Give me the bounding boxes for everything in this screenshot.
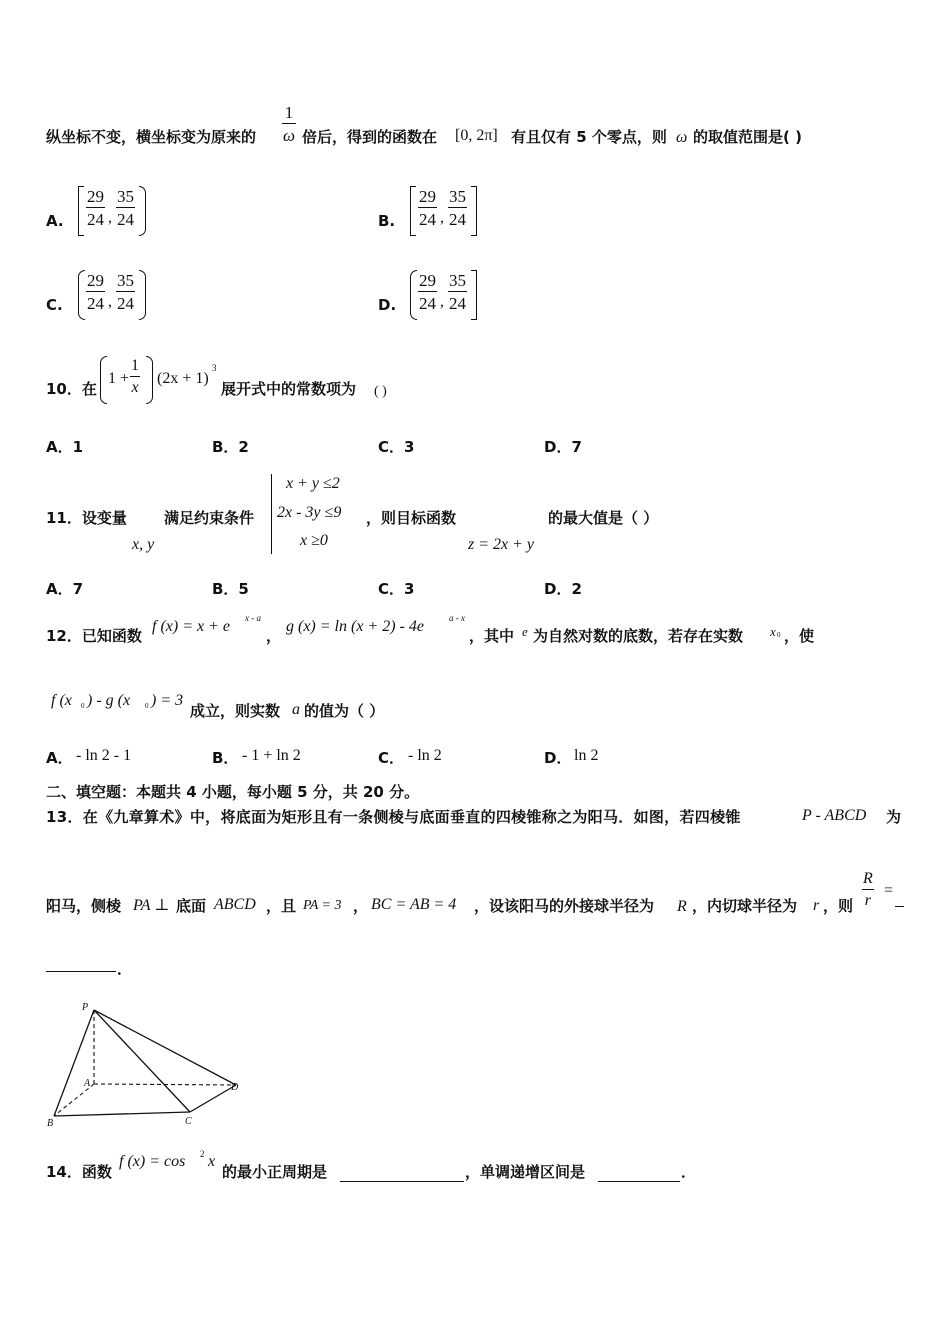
q13-text: ，设该阳马的外接球半径为 [474, 897, 655, 915]
q12-option-a-label: A． [46, 749, 73, 767]
comma: , [440, 209, 444, 226]
q12-option-b-value: - 1 + ln 2 [242, 747, 301, 764]
q12-equation-f: f (x [51, 692, 72, 709]
q9-option-c-label: C. [46, 296, 63, 314]
q10-option-d: D．7 [544, 438, 582, 456]
frac-den: 24 [448, 207, 467, 228]
q14-func: f (x) = cos [119, 1153, 186, 1170]
q13-pa-perp: PA ⊥ [133, 897, 170, 914]
frac-num: 29 [419, 187, 436, 206]
q13-end: ． [117, 960, 133, 978]
q14-text: ，单调递增区间是 [465, 1163, 586, 1181]
q14-text: 的最小正周期是 [222, 1163, 328, 1181]
frac-den: 24 [86, 291, 105, 312]
q12-option-c-label: C． [378, 749, 405, 767]
q13-answer-blank-cont[interactable] [46, 971, 116, 972]
frac-den: r [862, 889, 874, 909]
q9-option-c-frac2 [116, 272, 135, 312]
section-heading: 二、填空题：本题共 4 小题，每小题 5 分，共 20 分。 [46, 783, 420, 801]
q9-option-a-label: A. [46, 212, 64, 230]
q13-answer-blank[interactable] [895, 906, 904, 907]
q11-objective: z = 2x + y [468, 536, 535, 553]
q13-text: 底面 [176, 897, 207, 915]
q10-fraction [130, 358, 140, 396]
paren-right [139, 186, 146, 236]
q11-option-d: D．2 [544, 580, 582, 598]
edge-ad [94, 1084, 236, 1085]
q13-fraction [862, 871, 874, 909]
q11-option-c: C．3 [378, 580, 415, 598]
frac-den: 24 [116, 291, 135, 312]
q11-text: 满足约束条件 [164, 509, 255, 527]
q9-frac-num: 1 [284, 103, 294, 122]
q14-period-blank[interactable] [340, 1181, 464, 1182]
q11-number: 11．设变量 [46, 509, 127, 527]
q9-text: 倍后，得到的函数在 [302, 128, 438, 146]
q13-equals: = [884, 882, 894, 899]
q11-text: ，则目标函数 [366, 509, 457, 527]
paren-right [139, 270, 146, 320]
comma: , [440, 293, 444, 310]
q9-option-b-label: B. [378, 212, 396, 230]
edge-bc [54, 1112, 190, 1116]
q12-g-def: g (x) = ln (x + 2) - 4e [286, 618, 424, 635]
frac-num: 35 [117, 271, 134, 290]
vertex-label-b: B [47, 1118, 54, 1128]
q12-comma: ， [266, 627, 282, 645]
frac-num: 35 [117, 187, 134, 206]
pyramid-figure [44, 998, 254, 1128]
q9-option-b-frac2 [448, 188, 467, 228]
comma: , [108, 209, 112, 226]
q12-x0: x [770, 624, 776, 639]
q13-text: ，且 [266, 897, 297, 915]
q12-option-b-label: B． [212, 749, 239, 767]
paren-left [100, 356, 107, 404]
q13-pa-value: PA = 3 [303, 898, 342, 913]
q10-exponent: 3 [212, 363, 217, 373]
q12-a: a [292, 701, 300, 718]
q10-text: 展开式中的常数项为 [221, 380, 357, 398]
q13-text: 阳马，侧棱 [46, 897, 122, 915]
frac-num: 29 [87, 271, 104, 290]
comma: , [108, 293, 112, 310]
q12-number: 12．已知函数 [46, 627, 142, 645]
q9-option-d-frac1 [418, 272, 437, 312]
q9-text: 纵坐标不变，横坐标变为原来的 [46, 128, 257, 146]
q13-text: ，则 [823, 897, 854, 915]
paren-left [410, 270, 417, 320]
q13-line1-end: 为 [886, 808, 902, 826]
q13-text: ， [353, 897, 369, 915]
q10-option-c: C．3 [378, 438, 415, 456]
q10-factor: (2x + 1) [157, 370, 209, 387]
q12-text: ，使 [784, 627, 815, 645]
q9-option-d-label: D. [378, 296, 397, 314]
q10-option-b: B．2 [212, 438, 249, 456]
frac-num: R [863, 870, 873, 887]
subscript-zero: 0 [81, 702, 85, 710]
q12-option-d-label: D． [544, 749, 572, 767]
q12-f-def: f (x) = x + e [152, 618, 230, 635]
q10-number: 10．在 [46, 380, 97, 398]
q12-option-d-value: ln 2 [574, 747, 599, 764]
q12-e: e [522, 624, 528, 639]
q12-text: 的值为（ ） [304, 702, 385, 720]
q11-constraint-1: x + y ≤2 [286, 475, 340, 492]
edge-pc [94, 1010, 190, 1112]
frac-den: 24 [418, 207, 437, 228]
q14-exponent: 2 [200, 1149, 205, 1159]
frac-den: 24 [86, 207, 105, 228]
q12-f-exp: x - a [245, 613, 261, 623]
edge-pd [94, 1010, 236, 1085]
q11-constraint-3: x ≥0 [300, 532, 328, 549]
q12-text: ，其中 [469, 627, 515, 645]
frac-num: 29 [87, 187, 104, 206]
q13-text: ，内切球半径为 [692, 897, 798, 915]
frac-num: 1 [131, 357, 139, 374]
q13-r: r [813, 897, 820, 914]
constraint-brace [271, 474, 272, 554]
frac-den: 24 [116, 207, 135, 228]
vertex-label-a: A [84, 1078, 91, 1089]
q13-abcd: ABCD [214, 896, 256, 913]
frac-den: x [130, 376, 140, 396]
frac-num: 29 [419, 271, 436, 290]
q12-equation-end: ) = 3 [151, 692, 184, 709]
bracket-left [410, 186, 416, 236]
q14-number: 14．函数 [46, 1163, 112, 1181]
subscript-zero: 0 [145, 702, 149, 710]
q10-option-a: A．1 [46, 438, 84, 456]
edge-cd [190, 1085, 236, 1112]
q12-text: 成立，则实数 [190, 702, 281, 720]
q13-line1: 13．在《九章算术》中，将底面为矩形且有一条侧棱与底面垂直的四棱锥称之为阳马．如图，若四棱锥 [46, 808, 741, 826]
frac-den: 24 [448, 291, 467, 312]
vertex-label-p: P [82, 1002, 89, 1013]
q11-option-b: B．5 [212, 580, 249, 598]
q13-bc-ab: BC = AB = 4 [371, 896, 457, 913]
frac-num: 35 [449, 187, 466, 206]
frac-den: 24 [418, 291, 437, 312]
q12-equation-mid: ) - g (x [87, 692, 131, 709]
q11-option-a: A．7 [46, 580, 84, 598]
q9-frac-den: ω [282, 123, 296, 144]
q13-pyramid: P - ABCD [802, 807, 867, 824]
edge-pb [54, 1010, 94, 1116]
paren-left [78, 270, 85, 320]
frac-num: 35 [449, 271, 466, 290]
bracket-right [471, 186, 477, 236]
q12-text: 为自然对数的底数，若存在实数 [533, 627, 744, 645]
vertex-label-d: D [231, 1082, 239, 1093]
q14-var: x [208, 1153, 216, 1170]
paren-right [146, 356, 153, 404]
q12-option-c-value: - ln 2 [408, 747, 442, 764]
bracket-left [78, 186, 84, 236]
q9-text: 的取值范围是( ) [693, 128, 802, 146]
q9-fraction [282, 104, 296, 144]
q11-text: 的最大值是（ ） [548, 509, 659, 527]
q9-option-a-frac1 [86, 188, 105, 228]
q12-g-exp: a - x [449, 613, 465, 623]
q9-option-c-frac1 [86, 272, 105, 312]
bracket-right [471, 270, 477, 320]
q11-constraint-2: 2x - 3y ≤9 [277, 504, 342, 521]
q14-interval-blank[interactable] [598, 1181, 680, 1182]
q9-option-b-frac1 [418, 188, 437, 228]
vertex-label-c: C [185, 1116, 192, 1127]
q12-option-a-value: - ln 2 - 1 [76, 747, 132, 764]
q10-paren: ( ) [374, 384, 387, 399]
q11-vars: x, y [132, 536, 155, 553]
q9-interval: [0, 2π] [455, 127, 498, 144]
q9-option-d-frac2 [448, 272, 467, 312]
q13-R: R [677, 898, 687, 915]
q10-one-plus: 1 + [108, 370, 130, 387]
q9-option-a-frac2 [116, 188, 135, 228]
q12-x0-sub: 0 [777, 631, 781, 639]
q9-omega: ω [676, 129, 688, 146]
q14-end: ． [681, 1163, 697, 1181]
q9-text: 有且仅有 5 个零点，则 [511, 128, 667, 146]
